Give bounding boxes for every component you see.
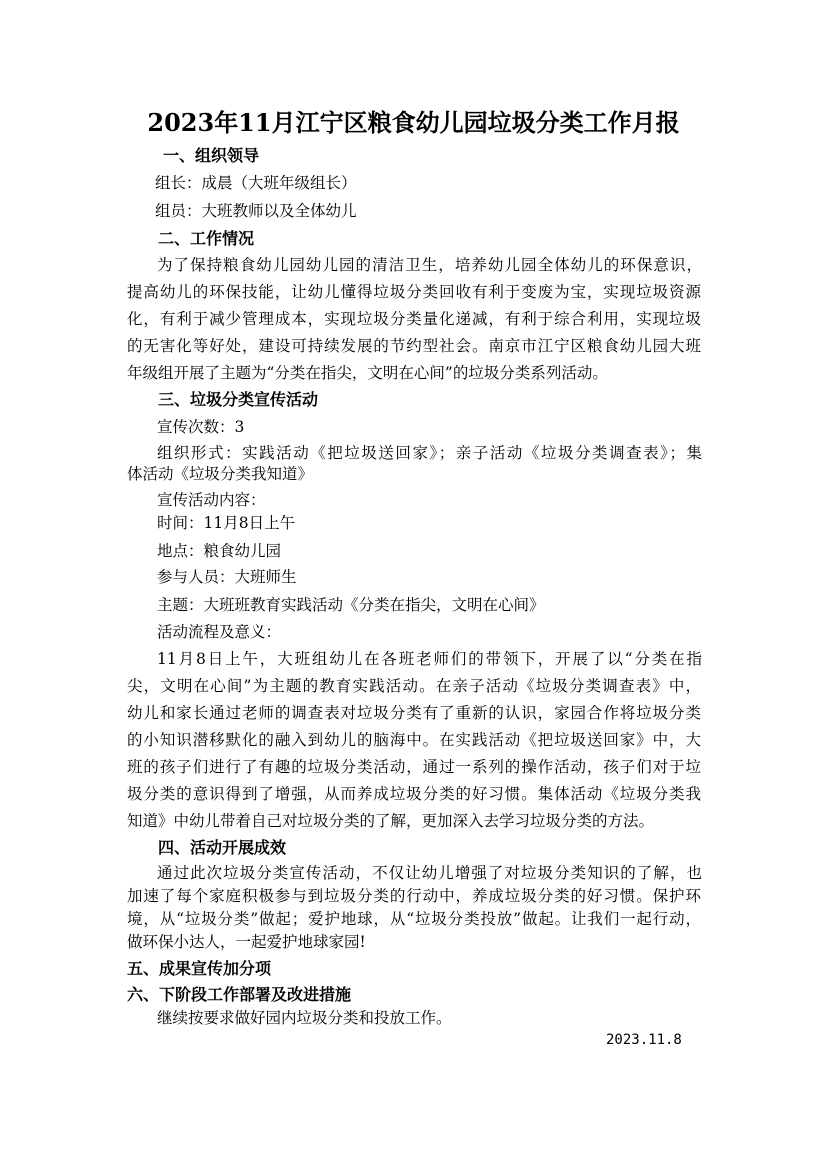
paragraph-line: 加速了每个家庭积极参与到垃圾分类的行动中，养成垃圾分类的好习惯。保护环 bbox=[127, 887, 701, 905]
organization-form-cont: 体活动《垃圾分类我知道》 bbox=[127, 465, 314, 483]
leader-line: 组长：成晨（大班年级组长） bbox=[155, 174, 357, 192]
paragraph-line: 的无害化等好处，建设可持续发展的节约型社会。南京市江宁区粮食幼儿园大班 bbox=[127, 337, 701, 355]
paragraph-line: 年级组开展了主题为“分类在指尖，文明在心间”的垃圾分类系列活动。 bbox=[127, 364, 608, 382]
members-line: 组员：大班教师以及全体幼儿 bbox=[155, 202, 357, 220]
paragraph-line: 幼儿和家长通过老师的调查表对垃圾分类有了重新的认识，家园合作将垃圾分类 bbox=[127, 704, 701, 722]
paragraph-line: 知道》中幼儿带着自己对垃圾分类的了解，更加深入去学习垃圾分类的方法。 bbox=[127, 812, 655, 830]
document-date: 2023.11.8 bbox=[606, 1032, 682, 1048]
paragraph-line: 的小知识潜移默化的融入到幼儿的脑海中。在实践活动《把垃圾送回家》中，大 bbox=[127, 731, 701, 749]
paragraph-line: 做环保小达人，一起爱护地球家园! bbox=[127, 933, 366, 951]
content-label: 宣传活动内容： bbox=[157, 491, 266, 509]
activity-theme: 主题：大班班教育实践活动《分类在指尖，文明在心间》 bbox=[157, 596, 545, 614]
paragraph-line: 境，从“垃圾分类”做起；爱护地球，从“垃圾分类投放”做起。让我们一起行动， bbox=[127, 910, 701, 928]
process-label: 活动流程及意义： bbox=[157, 623, 282, 641]
paragraph-line: 提高幼儿的环保技能，让幼儿懂得垃圾分类回收有利于变废为宝，实现垃圾资源 bbox=[127, 283, 701, 301]
activity-place: 地点：粮食幼儿园 bbox=[157, 542, 282, 560]
document-title: 2023年11月江宁区粮食幼儿园垃圾分类工作月报 bbox=[147, 108, 680, 137]
heading-bonus: 五、成果宣传加分项 bbox=[127, 959, 272, 978]
next-steps-line: 继续按要求做好园内垃圾分类和投放工作。 bbox=[157, 1009, 452, 1027]
paragraph-line: 圾分类的意识得到了增强，从而养成垃圾分类的好习惯。集体活动《垃圾分类我 bbox=[127, 785, 701, 803]
publicity-count: 宣传次数：3 bbox=[157, 418, 245, 436]
heading-next-steps: 六、下阶段工作部署及改进措施 bbox=[127, 985, 352, 1004]
heading-work-status: 二、工作情况 bbox=[158, 229, 255, 248]
heading-results: 四、活动开展成效 bbox=[158, 838, 287, 857]
paragraph-line: 为了保持粮食幼儿园幼儿园的清洁卫生，培养幼儿园全体幼儿的环保意识， bbox=[157, 256, 702, 274]
paragraph-line: 11月8日上午，大班组幼儿在各班老师们的带领下，开展了以“分类在指 bbox=[157, 650, 702, 668]
paragraph-line: 通过此次垃圾分类宣传活动，不仅让幼儿增强了对垃圾分类知识的了解，也 bbox=[157, 864, 702, 882]
activity-people: 参与人员：大班师生 bbox=[157, 568, 297, 586]
paragraph-line: 班的孩子们进行了有趣的垃圾分类活动，通过一系列的操作活动，孩子们对于垃 bbox=[127, 758, 701, 776]
heading-organization: 一、组织领导 bbox=[163, 146, 260, 165]
heading-publicity: 三、垃圾分类宣传活动 bbox=[158, 390, 319, 409]
paragraph-line: 化，有利于减少管理成本，实现垃圾分类量化递减，有利于综合利用，实现垃圾 bbox=[127, 310, 701, 328]
activity-time: 时间：11月8日上午 bbox=[157, 514, 296, 532]
organization-form: 组织形式：实践活动《把垃圾送回家》；亲子活动《垃圾分类调查表》；集 bbox=[157, 444, 702, 462]
paragraph-line: 尖，文明在心间”为主题的教育实践活动。在亲子活动《垃圾分类调查表》中， bbox=[127, 677, 701, 695]
